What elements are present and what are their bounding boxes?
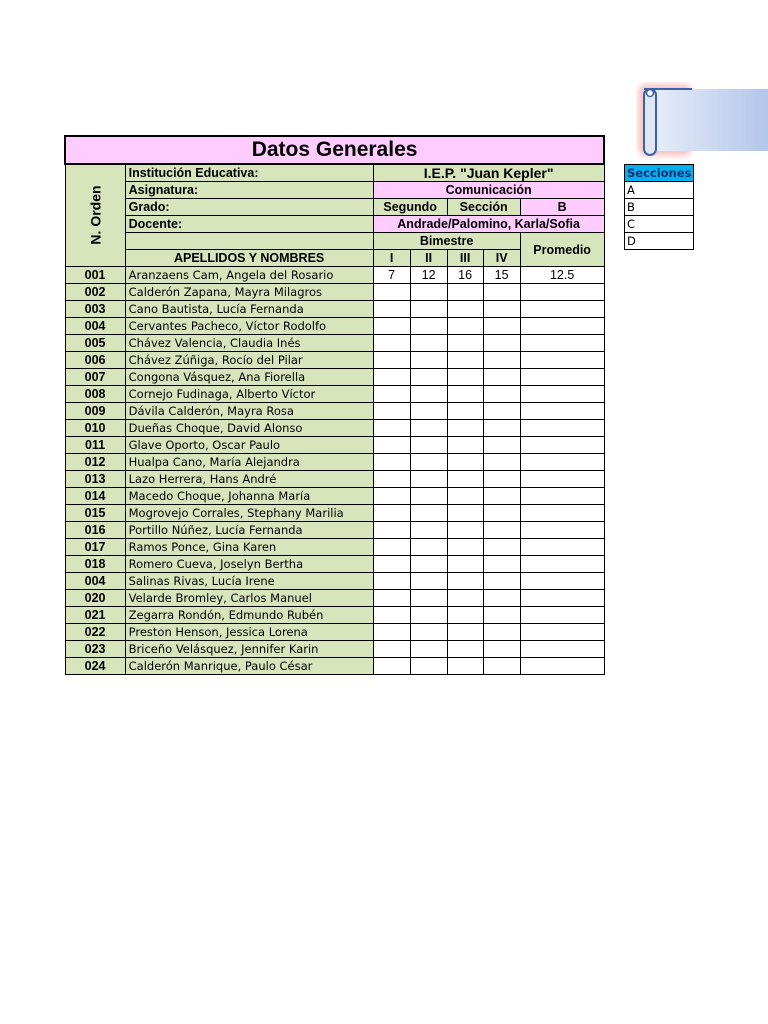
table-row [65, 488, 604, 505]
grade-cell-bimestre-2[interactable] [410, 335, 447, 352]
order-number-header [65, 164, 125, 267]
grade-cell-bimestre-1[interactable] [373, 607, 410, 624]
average-cell[interactable] [520, 301, 604, 318]
table-row [65, 556, 604, 573]
grade-cell-bimestre-3[interactable] [447, 505, 483, 522]
table-row [65, 471, 604, 488]
grade-cell-bimestre-3[interactable] [447, 284, 483, 301]
average-cell[interactable] [520, 488, 604, 505]
grade-cell-bimestre-3[interactable] [447, 488, 483, 505]
student-name-cell: Dávila Calderón, Mayra Rosa [125, 403, 373, 420]
order-number-cell: 005 [65, 335, 125, 352]
grade-cell-bimestre-2[interactable] [410, 539, 447, 556]
table-row [65, 641, 604, 658]
institution-value[interactable]: I.E.P. "Juan Kepler" [373, 164, 604, 182]
average-cell[interactable] [520, 658, 604, 675]
grade-cell-bimestre-4[interactable] [483, 658, 520, 675]
table-row [65, 437, 604, 454]
grade-cell-bimestre-3[interactable] [447, 624, 483, 641]
grade-cell-bimestre-1[interactable] [373, 573, 410, 590]
student-name-cell: Portillo Núñez, Lucía Fernanda [125, 522, 373, 539]
average-cell[interactable] [520, 335, 604, 352]
average-cell[interactable] [520, 284, 604, 301]
grade-cell-bimestre-1[interactable] [373, 335, 410, 352]
grade-cell-bimestre-1[interactable] [373, 403, 410, 420]
student-name-cell: Ramos Ponce, Gina Karen [125, 539, 373, 556]
average-cell[interactable] [520, 420, 604, 437]
grade-cell-bimestre-1[interactable] [373, 301, 410, 318]
order-number-cell: 001 [65, 267, 125, 284]
table-row [65, 420, 604, 437]
order-number-cell: 021 [65, 607, 125, 624]
order-number-cell: 004 [65, 573, 125, 590]
teacher-label: Docente: [125, 216, 373, 233]
grade-cell-bimestre-2[interactable] [410, 556, 447, 573]
order-number-cell: 015 [65, 505, 125, 522]
student-name-cell: Aranzaens Cam, Angela del Rosario [125, 267, 373, 284]
grade-cell-bimestre-2[interactable] [410, 471, 447, 488]
table-row [65, 352, 604, 369]
order-number-cell: 022 [65, 624, 125, 641]
student-name-cell: Salinas Rivas, Lucía Irene [125, 573, 373, 590]
average-cell[interactable] [520, 641, 604, 658]
average-cell[interactable] [520, 573, 604, 590]
sections-header: Secciones [625, 165, 694, 182]
grade-cell-bimestre-1[interactable] [373, 641, 410, 658]
student-name-cell: Congona Vásquez, Ana Fiorella [125, 369, 373, 386]
average-cell[interactable] [520, 403, 604, 420]
grade-cell-bimestre-2[interactable] [410, 573, 447, 590]
grade-cell-bimestre-1[interactable] [373, 505, 410, 522]
table-row [65, 369, 604, 386]
section-option[interactable]: A [625, 182, 694, 199]
student-name-cell: Calderón Zapana, Mayra Milagros [125, 284, 373, 301]
grade-cell-bimestre-2[interactable] [410, 454, 447, 471]
student-name-cell: Calderón Manrique, Paulo César [125, 658, 373, 675]
table-row [65, 284, 604, 301]
table-row [65, 403, 604, 420]
order-number-cell: 008 [65, 386, 125, 403]
grade-cell-bimestre-1[interactable] [373, 369, 410, 386]
order-number-header-text: N. Orden [87, 185, 104, 245]
grade-cell-bimestre-4[interactable] [483, 556, 520, 573]
order-number-cell: 010 [65, 420, 125, 437]
grade-cell-bimestre-3[interactable] [447, 386, 483, 403]
bimestre-3-header: III [447, 250, 483, 267]
average-cell[interactable] [520, 539, 604, 556]
grade-cell-bimestre-4[interactable] [483, 454, 520, 471]
grade-cell-bimestre-1[interactable] [373, 590, 410, 607]
student-name-cell: Romero Cueva, Joselyn Bertha [125, 556, 373, 573]
average-cell[interactable] [520, 386, 604, 403]
average-cell[interactable] [520, 624, 604, 641]
grade-cell-bimestre-1[interactable] [373, 318, 410, 335]
average-cell[interactable] [520, 471, 604, 488]
grade-cell-bimestre-2[interactable] [410, 369, 447, 386]
grade-cell-bimestre-4[interactable] [483, 301, 520, 318]
grade-cell-bimestre-4[interactable] [483, 624, 520, 641]
grade-cell-bimestre-4[interactable] [483, 539, 520, 556]
grade-value[interactable]: Segundo [373, 199, 447, 216]
grade-cell-bimestre-4[interactable]: 15 [483, 267, 520, 284]
grade-cell-bimestre-4[interactable] [483, 437, 520, 454]
names-header: APELLIDOS Y NOMBRES [125, 250, 373, 267]
grade-cell-bimestre-2[interactable] [410, 284, 447, 301]
grade-cell-bimestre-1[interactable] [373, 471, 410, 488]
grade-cell-bimestre-4[interactable] [483, 284, 520, 301]
average-cell[interactable] [520, 352, 604, 369]
student-name-cell: Hualpa Cano, María Alejandra [125, 454, 373, 471]
page-title: Datos Generales [65, 136, 604, 164]
grade-cell-bimestre-3[interactable] [447, 556, 483, 573]
table-row [65, 607, 604, 624]
table-row [65, 505, 604, 522]
grade-cell-bimestre-4[interactable] [483, 641, 520, 658]
grade-cell-bimestre-3[interactable] [447, 301, 483, 318]
grade-cell-bimestre-2[interactable] [410, 301, 447, 318]
table-row [65, 301, 604, 318]
grade-cell-bimestre-1[interactable] [373, 556, 410, 573]
order-number-cell: 013 [65, 471, 125, 488]
student-name-cell: Dueñas Choque, David Alonso [125, 420, 373, 437]
table-row [65, 318, 604, 335]
order-number-cell: 011 [65, 437, 125, 454]
grade-cell-bimestre-2[interactable] [410, 403, 447, 420]
grade-cell-bimestre-4[interactable] [483, 505, 520, 522]
grade-cell-bimestre-2[interactable] [410, 590, 447, 607]
student-name-cell: Chávez Zúñiga, Rocío del Pilar [125, 352, 373, 369]
grade-cell-bimestre-3[interactable] [447, 522, 483, 539]
grade-cell-bimestre-1[interactable]: 7 [373, 267, 410, 284]
grade-cell-bimestre-2[interactable] [410, 352, 447, 369]
subject-value[interactable]: Comunicación [373, 182, 604, 199]
grade-cell-bimestre-1[interactable] [373, 386, 410, 403]
bimestre-2-header: II [410, 250, 447, 267]
grade-cell-bimestre-3[interactable] [447, 352, 483, 369]
grade-cell-bimestre-1[interactable] [373, 420, 410, 437]
grade-cell-bimestre-4[interactable] [483, 369, 520, 386]
table-row [65, 522, 604, 539]
grade-cell-bimestre-2[interactable]: 12 [410, 267, 447, 284]
order-number-cell: 007 [65, 369, 125, 386]
grade-cell-bimestre-2[interactable] [410, 624, 447, 641]
teacher-value[interactable]: Andrade/Palomino, Karla/Sofia [373, 216, 604, 233]
order-number-cell: 018 [65, 556, 125, 573]
grade-cell-bimestre-2[interactable] [410, 505, 447, 522]
scroll-banner-shape[interactable] [636, 82, 768, 160]
grade-cell-bimestre-1[interactable] [373, 437, 410, 454]
grade-cell-bimestre-1[interactable] [373, 658, 410, 675]
order-number-cell: 009 [65, 403, 125, 420]
average-cell[interactable]: 12.5 [520, 267, 604, 284]
grade-cell-bimestre-3[interactable]: 16 [447, 267, 483, 284]
grade-cell-bimestre-1[interactable] [373, 454, 410, 471]
grade-cell-bimestre-4[interactable] [483, 607, 520, 624]
order-number-cell: 024 [65, 658, 125, 675]
section-value[interactable]: B [520, 199, 604, 216]
table-row [65, 590, 604, 607]
table-row [65, 454, 604, 471]
order-number-cell: 017 [65, 539, 125, 556]
grade-cell-bimestre-1[interactable] [373, 522, 410, 539]
order-number-cell: 012 [65, 454, 125, 471]
sections-table [624, 164, 694, 250]
grade-cell-bimestre-2[interactable] [410, 318, 447, 335]
grade-cell-bimestre-2[interactable] [410, 488, 447, 505]
grade-cell-bimestre-3[interactable] [447, 471, 483, 488]
order-number-cell: 023 [65, 641, 125, 658]
table-row [65, 267, 604, 284]
table-row [65, 335, 604, 352]
grade-cell-bimestre-4[interactable] [483, 318, 520, 335]
average-cell[interactable] [520, 454, 604, 471]
grade-cell-bimestre-3[interactable] [447, 590, 483, 607]
grade-cell-bimestre-2[interactable] [410, 658, 447, 675]
promedio-header: Promedio [520, 233, 604, 267]
grade-cell-bimestre-2[interactable] [410, 386, 447, 403]
subject-label: Asignatura: [125, 182, 373, 199]
grade-cell-bimestre-4[interactable] [483, 522, 520, 539]
bimestre-4-header: IV [483, 250, 520, 267]
grade-cell-bimestre-3[interactable] [447, 369, 483, 386]
grade-cell-bimestre-3[interactable] [447, 420, 483, 437]
grade-cell-bimestre-1[interactable] [373, 352, 410, 369]
blank-cell [125, 233, 373, 250]
grade-cell-bimestre-4[interactable] [483, 403, 520, 420]
section-option[interactable]: B [625, 199, 694, 216]
student-name-cell: Macedo Choque, Johanna María [125, 488, 373, 505]
grade-cell-bimestre-2[interactable] [410, 522, 447, 539]
grade-cell-bimestre-3[interactable] [447, 658, 483, 675]
grade-cell-bimestre-3[interactable] [447, 539, 483, 556]
grade-cell-bimestre-4[interactable] [483, 471, 520, 488]
grade-cell-bimestre-4[interactable] [483, 590, 520, 607]
grade-cell-bimestre-2[interactable] [410, 607, 447, 624]
student-name-cell: Mogrovejo Corrales, Stephany Marilia [125, 505, 373, 522]
order-number-cell: 014 [65, 488, 125, 505]
table-row [65, 539, 604, 556]
grade-cell-bimestre-4[interactable] [483, 335, 520, 352]
grade-cell-bimestre-1[interactable] [373, 284, 410, 301]
grade-cell-bimestre-4[interactable] [483, 420, 520, 437]
grades-table [64, 135, 605, 675]
average-cell[interactable] [520, 607, 604, 624]
grade-cell-bimestre-1[interactable] [373, 539, 410, 556]
grade-cell-bimestre-1[interactable] [373, 488, 410, 505]
average-cell[interactable] [520, 318, 604, 335]
student-name-cell: Briceño Velásquez, Jennifer Karin [125, 641, 373, 658]
section-label: Sección [447, 199, 520, 216]
table-row [65, 624, 604, 641]
student-name-cell: Cornejo Fudinaga, Alberto Víctor [125, 386, 373, 403]
table-row [65, 658, 604, 675]
bimestre-header: Bimestre [373, 233, 520, 250]
section-option[interactable]: D [625, 233, 694, 250]
grade-label: Grado: [125, 199, 373, 216]
order-number-cell: 002 [65, 284, 125, 301]
grade-cell-bimestre-3[interactable] [447, 318, 483, 335]
order-number-cell: 020 [65, 590, 125, 607]
table-row [65, 386, 604, 403]
grade-cell-bimestre-3[interactable] [447, 403, 483, 420]
average-cell[interactable] [520, 556, 604, 573]
grade-cell-bimestre-3[interactable] [447, 607, 483, 624]
table-row [65, 573, 604, 590]
average-cell[interactable] [520, 522, 604, 539]
grade-cell-bimestre-3[interactable] [447, 573, 483, 590]
order-number-cell: 016 [65, 522, 125, 539]
grade-cell-bimestre-3[interactable] [447, 437, 483, 454]
student-name-cell: Velarde Bromley, Carlos Manuel [125, 590, 373, 607]
grade-cell-bimestre-2[interactable] [410, 437, 447, 454]
order-number-cell: 003 [65, 301, 125, 318]
order-number-cell: 006 [65, 352, 125, 369]
average-cell[interactable] [520, 505, 604, 522]
average-cell[interactable] [520, 369, 604, 386]
student-name-cell: Chávez Valencia, Claudia Inés [125, 335, 373, 352]
order-number-cell: 004 [65, 318, 125, 335]
student-name-cell: Glave Oporto, Oscar Paulo [125, 437, 373, 454]
institution-label: Institución Educativa: [125, 164, 373, 182]
average-cell[interactable] [520, 590, 604, 607]
section-option[interactable]: C [625, 216, 694, 233]
student-name-cell: Zegarra Rondón, Edmundo Rubén [125, 607, 373, 624]
student-name-cell: Cervantes Pacheco, Víctor Rodolfo [125, 318, 373, 335]
grade-cell-bimestre-3[interactable] [447, 641, 483, 658]
grade-cell-bimestre-4[interactable] [483, 386, 520, 403]
average-cell[interactable] [520, 437, 604, 454]
student-name-cell: Cano Bautista, Lucía Fernanda [125, 301, 373, 318]
grade-cell-bimestre-1[interactable] [373, 624, 410, 641]
grade-cell-bimestre-3[interactable] [447, 335, 483, 352]
grade-cell-bimestre-4[interactable] [483, 573, 520, 590]
grade-cell-bimestre-2[interactable] [410, 420, 447, 437]
student-name-cell: Lazo Herrera, Hans André [125, 471, 373, 488]
grade-cell-bimestre-4[interactable] [483, 488, 520, 505]
grade-cell-bimestre-2[interactable] [410, 641, 447, 658]
grade-cell-bimestre-4[interactable] [483, 352, 520, 369]
student-name-cell: Preston Henson, Jessica Lorena [125, 624, 373, 641]
bimestre-1-header: I [373, 250, 410, 267]
grade-cell-bimestre-3[interactable] [447, 454, 483, 471]
